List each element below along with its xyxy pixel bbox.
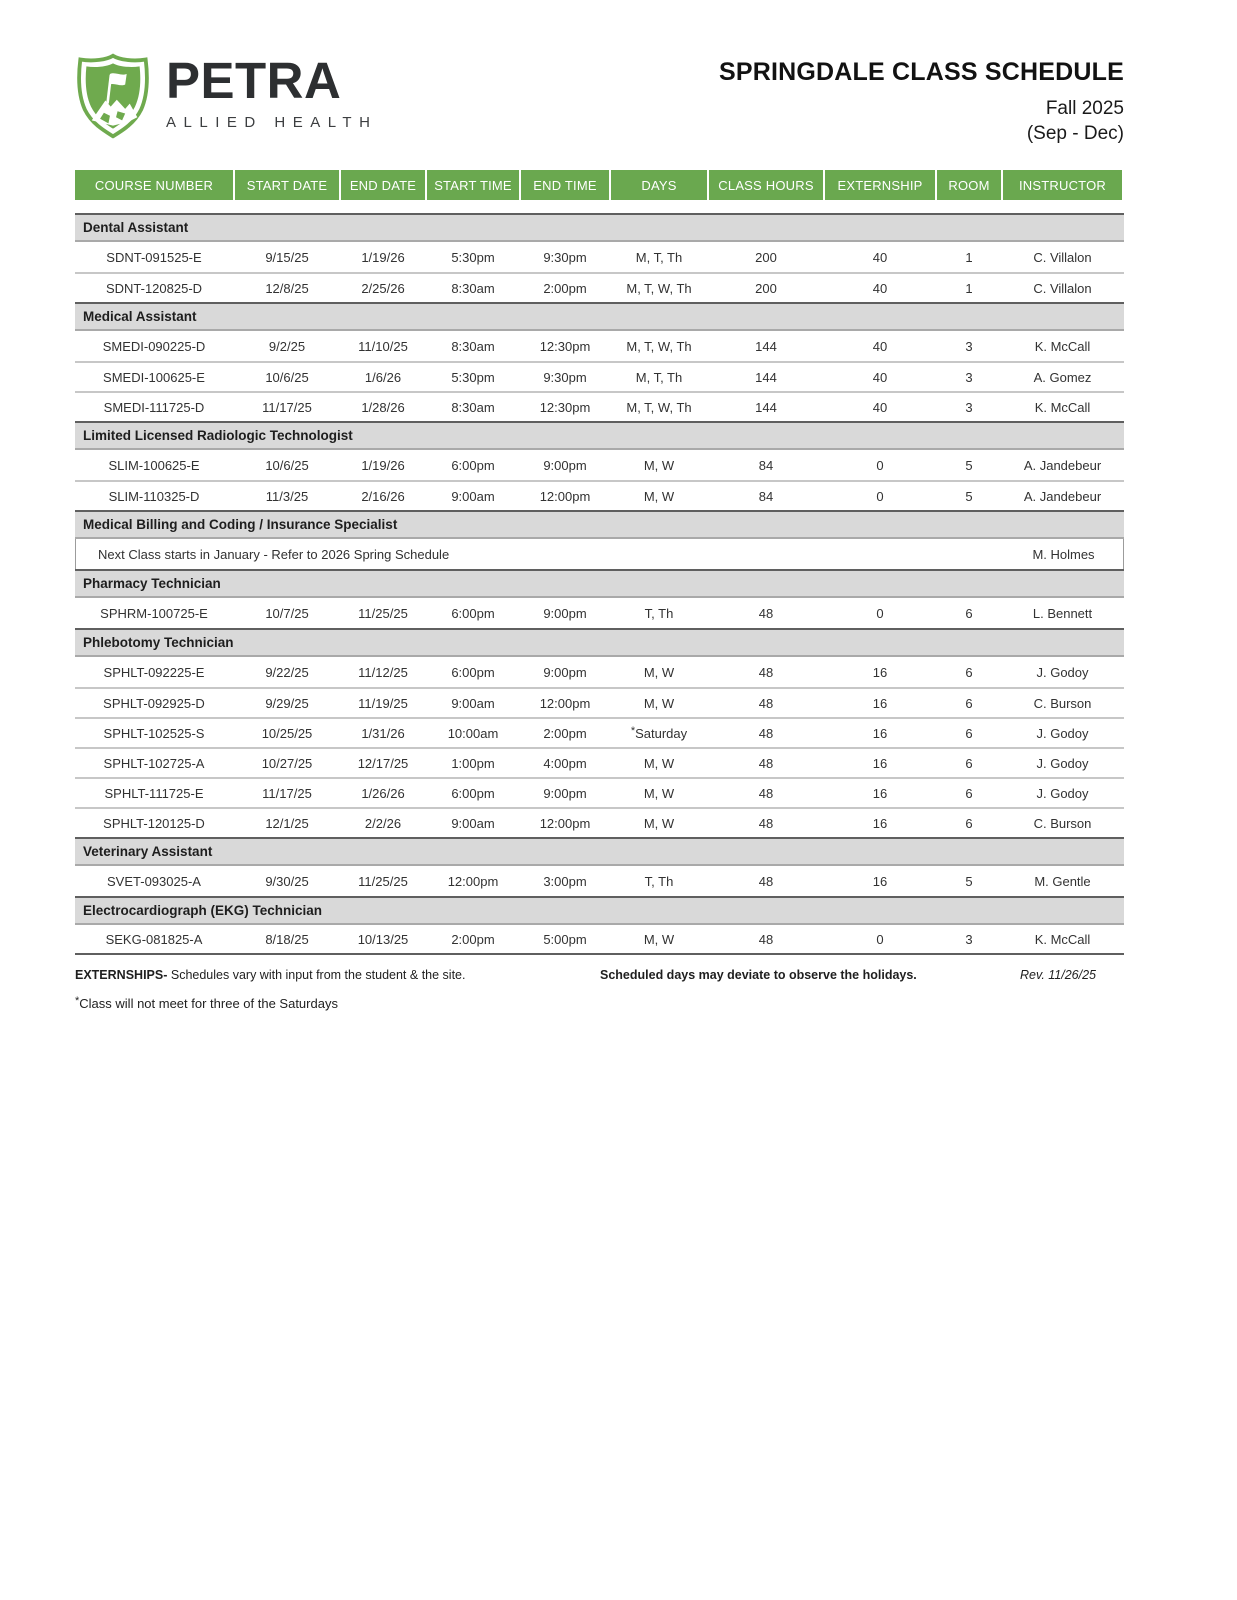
saturday-note: *Class will not meet for three of the Saturdays xyxy=(75,995,338,1011)
section-header: Veterinary Assistant xyxy=(75,837,1124,866)
cell-start-date: 10/25/25 xyxy=(261,725,313,741)
cell-course-number: SPHLT-111725-E xyxy=(104,785,204,801)
column-header-class-hours: CLASS HOURS xyxy=(709,170,823,200)
cell-start-date: 9/30/25 xyxy=(265,873,309,889)
cell-externship: 40 xyxy=(872,249,888,265)
cell-start-time: 8:30am xyxy=(451,280,495,296)
class-row xyxy=(75,777,1124,807)
cell-start-time: 6:00pm xyxy=(451,785,495,801)
cell-start-time: 5:30pm xyxy=(451,369,495,385)
cell-start-time: 9:00am xyxy=(451,815,495,831)
class-row xyxy=(75,807,1124,837)
cell-days: M, W xyxy=(643,785,675,801)
class-row xyxy=(75,717,1124,747)
cell-end-time: 5:00pm xyxy=(543,931,587,947)
cell-externship: 40 xyxy=(872,280,888,296)
cell-room: 3 xyxy=(965,369,973,385)
cell-room: 6 xyxy=(965,725,973,741)
cell-class-hours: 144 xyxy=(755,399,777,415)
cell-course-number: SPHLT-092225-E xyxy=(103,664,205,680)
cell-start-date: 10/27/25 xyxy=(261,755,313,771)
cell-room: 3 xyxy=(965,931,973,947)
term-label: Fall 2025 xyxy=(1045,98,1124,119)
cell-days: M, W xyxy=(643,457,675,473)
cell-course-number: SDNT-120825-D xyxy=(105,280,203,296)
class-row xyxy=(75,480,1124,510)
cell-instructor: K. McCall xyxy=(1034,399,1091,415)
cell-class-hours: 144 xyxy=(755,369,777,385)
column-header-end-time: END TIME xyxy=(521,170,609,200)
shield-mountain-flag-icon xyxy=(75,52,151,140)
cell-start-time: 5:30pm xyxy=(451,249,495,265)
class-row xyxy=(75,331,1124,361)
class-row xyxy=(75,866,1124,896)
cell-externship: 40 xyxy=(872,338,888,354)
externships-label: EXTERNSHIPS- xyxy=(75,968,168,982)
cell-end-time: 12:30pm xyxy=(539,399,591,415)
cell-start-time: 6:00pm xyxy=(451,664,495,680)
cell-room: 1 xyxy=(965,249,973,265)
cell-start-time: 8:30am xyxy=(451,399,495,415)
cell-externship: 16 xyxy=(872,695,888,711)
cell-end-date: 11/19/25 xyxy=(358,695,408,711)
cell-course-number: SMEDI-100625-E xyxy=(103,369,205,385)
cell-end-date: 2/25/26 xyxy=(361,280,405,296)
cell-room: 5 xyxy=(965,457,973,473)
cell-end-time: 12:00pm xyxy=(539,488,591,504)
footnotes xyxy=(75,968,1124,1018)
cell-externship: 0 xyxy=(876,605,884,621)
cell-start-time: 9:00am xyxy=(451,695,495,711)
cell-end-time: 12:00pm xyxy=(539,695,591,711)
cell-start-time: 8:30am xyxy=(451,338,495,354)
cell-room: 5 xyxy=(965,488,973,504)
petra-logo xyxy=(75,52,377,140)
cell-start-date: 10/7/25 xyxy=(265,605,309,621)
class-row xyxy=(75,450,1124,480)
cell-externship: 16 xyxy=(872,725,888,741)
cell-days: M, W xyxy=(643,664,675,680)
cell-days: M, T, W, Th xyxy=(626,280,692,296)
page-header xyxy=(75,52,1124,145)
table-header-row xyxy=(75,170,1124,200)
cell-room: 5 xyxy=(965,873,973,889)
cell-instructor: J. Godoy xyxy=(1036,725,1089,741)
cell-room: 6 xyxy=(965,785,973,801)
term-months-label: (Sep - Dec) xyxy=(1026,123,1124,144)
cell-room: 3 xyxy=(965,399,973,415)
cell-start-date: 9/22/25 xyxy=(265,664,309,680)
externships-note xyxy=(75,968,465,982)
cell-class-hours: 48 xyxy=(758,931,774,947)
cell-class-hours: 48 xyxy=(758,815,774,831)
cell-course-number: SPHLT-102525-S xyxy=(103,725,205,741)
cell-end-date: 1/28/26 xyxy=(361,399,405,415)
column-header-externship: EXTERNSHIP xyxy=(825,170,935,200)
column-header-end-date: END DATE xyxy=(341,170,425,200)
cell-start-date: 12/1/25 xyxy=(265,815,309,831)
cell-start-date: 11/17/25 xyxy=(262,399,312,415)
schedule-table xyxy=(75,170,1124,955)
revision-label: Rev. 11/26/25 xyxy=(1020,968,1096,982)
section-header: Pharmacy Technician xyxy=(75,569,1124,598)
cell-start-date: 9/15/25 xyxy=(265,249,309,265)
section-header: Limited Licensed Radiologic Technologist xyxy=(75,421,1124,450)
cell-class-hours: 48 xyxy=(758,664,774,680)
cell-externship: 16 xyxy=(872,755,888,771)
cell-instructor: J. Godoy xyxy=(1036,755,1089,771)
cell-room: 6 xyxy=(965,664,973,680)
cell-days: M, T, W, Th xyxy=(626,399,692,415)
cell-externship: 40 xyxy=(872,369,888,385)
cell-externship: 16 xyxy=(872,785,888,801)
cell-course-number: SLIM-100625-E xyxy=(108,457,200,473)
column-header-start-date: START DATE xyxy=(235,170,339,200)
cell-end-date: 11/25/25 xyxy=(358,873,408,889)
column-header-instructor: INSTRUCTOR xyxy=(1003,170,1122,200)
cell-end-date: 2/2/26 xyxy=(364,815,402,831)
cell-room: 1 xyxy=(965,280,973,296)
cell-end-date: 1/6/26 xyxy=(364,369,402,385)
cell-class-hours: 200 xyxy=(755,280,777,296)
cell-externship: 0 xyxy=(876,457,884,473)
brand-name: PETRA xyxy=(166,52,342,109)
cell-end-time: 9:30pm xyxy=(543,249,587,265)
cell-room: 6 xyxy=(965,755,973,771)
cell-class-hours: 200 xyxy=(755,249,777,265)
cell-start-date: 11/17/25 xyxy=(262,785,312,801)
cell-end-time: 9:00pm xyxy=(543,605,587,621)
cell-end-date: 1/31/26 xyxy=(361,725,405,741)
cell-days: *Saturday xyxy=(630,725,688,741)
class-row xyxy=(75,657,1124,687)
cell-class-hours: 48 xyxy=(758,873,774,889)
cell-end-time: 12:30pm xyxy=(539,338,591,354)
cell-room: 6 xyxy=(965,695,973,711)
cell-course-number: SMEDI-090225-D xyxy=(102,338,206,354)
cell-end-date: 1/19/26 xyxy=(361,249,405,265)
cell-start-date: 8/18/25 xyxy=(265,931,309,947)
cell-externship: 16 xyxy=(872,815,888,831)
cell-externship: 0 xyxy=(876,488,884,504)
cell-class-hours: 48 xyxy=(758,755,774,771)
cell-start-time: 12:00pm xyxy=(447,873,499,889)
cell-days: M, T, Th xyxy=(635,369,683,385)
cell-end-time: 3:00pm xyxy=(543,873,587,889)
cell-days: M, T, W, Th xyxy=(626,338,692,354)
cell-course-number: SDNT-091525-E xyxy=(106,249,202,265)
note-text: Next Class starts in January - Refer to 2026 Spring Schedule xyxy=(98,546,450,562)
cell-class-hours: 48 xyxy=(758,695,774,711)
class-row xyxy=(75,391,1124,421)
cell-class-hours: 84 xyxy=(758,457,774,473)
table-body xyxy=(75,213,1124,955)
cell-end-date: 11/10/25 xyxy=(358,338,408,354)
note-row xyxy=(75,539,1124,569)
cell-end-date: 1/26/26 xyxy=(361,785,405,801)
cell-start-date: 9/2/25 xyxy=(268,338,306,354)
section-header: Medical Assistant xyxy=(75,302,1124,331)
cell-instructor: A. Jandebeur xyxy=(1023,488,1102,504)
cell-end-time: 9:30pm xyxy=(543,369,587,385)
cell-instructor: C. Villalon xyxy=(1033,249,1092,265)
cell-days: M, W xyxy=(643,755,675,771)
cell-end-time: 12:00pm xyxy=(539,815,591,831)
column-header-room: ROOM xyxy=(937,170,1001,200)
cell-start-date: 10/6/25 xyxy=(265,457,309,473)
column-header-course-number: COURSE NUMBER xyxy=(75,170,233,200)
cell-externship: 40 xyxy=(872,399,888,415)
section-header: Medical Billing and Coding / Insurance Specialist xyxy=(75,510,1124,539)
cell-end-time: 4:00pm xyxy=(543,755,587,771)
cell-instructor: K. McCall xyxy=(1034,338,1091,354)
class-row xyxy=(75,242,1124,272)
cell-room: 6 xyxy=(965,605,973,621)
cell-start-date: 12/8/25 xyxy=(265,280,309,296)
class-row xyxy=(75,361,1124,391)
cell-start-time: 2:00pm xyxy=(451,931,495,947)
cell-instructor: C. Burson xyxy=(1033,695,1092,711)
cell-start-date: 10/6/25 xyxy=(265,369,309,385)
cell-end-time: 9:00pm xyxy=(543,457,587,473)
class-row xyxy=(75,687,1124,717)
cell-start-time: 1:00pm xyxy=(451,755,495,771)
cell-instructor: A. Jandebeur xyxy=(1023,457,1102,473)
cell-end-date: 10/13/25 xyxy=(357,931,409,947)
section-header: Phlebotomy Technician xyxy=(75,628,1124,657)
cell-start-time: 9:00am xyxy=(451,488,495,504)
externships-text: Schedules vary with input from the student & the site. xyxy=(167,968,466,982)
cell-class-hours: 144 xyxy=(755,338,777,354)
page-title: SPRINGDALE CLASS SCHEDULE xyxy=(718,58,1124,86)
cell-end-time: 2:00pm xyxy=(543,280,587,296)
cell-end-date: 11/25/25 xyxy=(358,605,408,621)
cell-instructor: K. McCall xyxy=(1034,931,1091,947)
cell-days: M, W xyxy=(643,488,675,504)
class-row xyxy=(75,272,1124,302)
cell-days: M, W xyxy=(643,815,675,831)
cell-course-number: SLIM-110325-D xyxy=(108,488,200,504)
cell-days: M, T, Th xyxy=(635,249,683,265)
cell-end-date: 2/16/26 xyxy=(361,488,405,504)
cell-course-number: SEKG-081825-A xyxy=(105,931,203,947)
brand-tagline: ALLIED HEALTH xyxy=(166,113,378,131)
column-header-days: DAYS xyxy=(611,170,707,200)
cell-course-number: SMEDI-111725-D xyxy=(103,399,205,415)
cell-room: 3 xyxy=(965,338,973,354)
cell-days: T, Th xyxy=(644,873,674,889)
cell-end-date: 11/12/25 xyxy=(358,664,408,680)
class-row xyxy=(75,925,1124,955)
cell-end-date: 12/17/25 xyxy=(357,755,409,771)
cell-start-date: 9/29/25 xyxy=(265,695,309,711)
cell-instructor: A. Gomez xyxy=(1033,369,1092,385)
cell-instructor: L. Bennett xyxy=(1032,605,1093,621)
cell-course-number: SVET-093025-A xyxy=(107,873,201,889)
cell-class-hours: 48 xyxy=(758,785,774,801)
cell-externship: 16 xyxy=(872,664,888,680)
column-header-start-time: START TIME xyxy=(427,170,519,200)
cell-end-date: 1/19/26 xyxy=(361,457,405,473)
cell-days: M, W xyxy=(643,695,675,711)
holidays-note: Scheduled days may deviate to observe the holidays. xyxy=(600,968,917,982)
cell-days: T, Th xyxy=(644,605,674,621)
class-row xyxy=(75,747,1124,777)
cell-start-time: 6:00pm xyxy=(451,605,495,621)
cell-start-time: 10:00am xyxy=(447,725,499,741)
section-header: Dental Assistant xyxy=(75,213,1124,242)
cell-start-date: 11/3/25 xyxy=(265,488,309,504)
cell-course-number: SPHLT-092925-D xyxy=(103,695,205,711)
cell-instructor: C. Villalon xyxy=(1033,280,1092,296)
cell-instructor: J. Godoy xyxy=(1036,785,1089,801)
cell-course-number: SPHLT-120125-D xyxy=(103,815,205,831)
cell-days: M, W xyxy=(643,931,675,947)
cell-instructor: M. Holmes xyxy=(1032,546,1095,562)
cell-instructor: M. Gentle xyxy=(1034,873,1091,889)
cell-class-hours: 48 xyxy=(758,725,774,741)
cell-instructor: C. Burson xyxy=(1033,815,1092,831)
cell-end-time: 9:00pm xyxy=(543,664,587,680)
cell-externship: 16 xyxy=(872,873,888,889)
section-header: Electrocardiograph (EKG) Technician xyxy=(75,896,1124,925)
cell-start-time: 6:00pm xyxy=(451,457,495,473)
cell-end-time: 2:00pm xyxy=(543,725,587,741)
cell-externship: 0 xyxy=(876,931,884,947)
cell-course-number: SPHRM-100725-E xyxy=(100,605,208,621)
cell-class-hours: 48 xyxy=(758,605,774,621)
cell-instructor: J. Godoy xyxy=(1036,664,1089,680)
cell-end-time: 9:00pm xyxy=(543,785,587,801)
cell-room: 6 xyxy=(965,815,973,831)
class-row xyxy=(75,598,1124,628)
cell-class-hours: 84 xyxy=(758,488,774,504)
cell-course-number: SPHLT-102725-A xyxy=(103,755,205,771)
